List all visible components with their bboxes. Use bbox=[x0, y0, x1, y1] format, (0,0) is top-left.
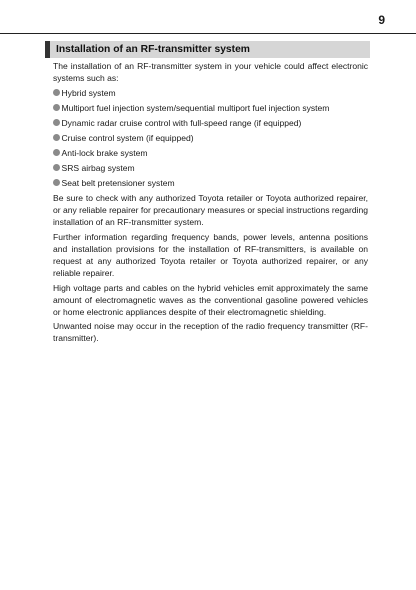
list-item: Hybrid system bbox=[53, 87, 368, 99]
list-item: Anti-lock brake system bbox=[53, 147, 368, 159]
bullet-icon bbox=[53, 119, 60, 126]
page-number: 9 bbox=[378, 13, 385, 27]
high-voltage-paragraph: High voltage parts and cables on the hybrid vehicles emit approximately the same amount of electromagnetic waves as the conventional gasoline powered vehicles or home electronic appliances despite of their electromagnetic shielding. bbox=[53, 282, 368, 317]
section-title: Installation of an RF-transmitter system bbox=[56, 44, 250, 55]
frequency-info-paragraph: Further information regarding frequency bands, power levels, antenna positions and installation provisions for the installation of RF-transmitters, is available on request at any authorized Toyota retailer or Toyota authorized repairer, or any reliable repairer. bbox=[53, 231, 368, 278]
list-item: Seat belt pretensioner system bbox=[53, 177, 368, 189]
list-item: Dynamic radar cruise control with full-speed range (if equipped) bbox=[53, 117, 368, 129]
list-item: Multiport fuel injection system/sequential multiport fuel injection system bbox=[53, 102, 368, 114]
noise-paragraph: Unwanted noise may occur in the reception of the radio frequency transmitter (RF-transmitter). bbox=[53, 321, 368, 344]
list-item: Cruise control system (if equipped) bbox=[53, 132, 368, 144]
bullet-icon bbox=[53, 104, 60, 111]
intro-paragraph: The installation of an RF-transmitter system in your vehicle could affect electronic systems such as: bbox=[53, 61, 368, 84]
bullet-icon bbox=[53, 134, 60, 141]
bullet-icon bbox=[53, 89, 60, 96]
bullet-icon bbox=[53, 179, 60, 186]
bullet-icon bbox=[53, 164, 60, 171]
section-header bbox=[45, 41, 370, 58]
retailer-check-paragraph: Be sure to check with any authorized Toyota retailer or Toyota authorized repairer, or any reliable repairer for precautionary measures or special instructions regarding installation of an RF-transmitter system. bbox=[53, 192, 368, 227]
affected-systems-list bbox=[53, 87, 368, 189]
bullet-icon bbox=[53, 149, 60, 156]
content-body bbox=[53, 60, 368, 347]
list-item: SRS airbag system bbox=[53, 162, 368, 174]
top-divider bbox=[0, 33, 416, 34]
